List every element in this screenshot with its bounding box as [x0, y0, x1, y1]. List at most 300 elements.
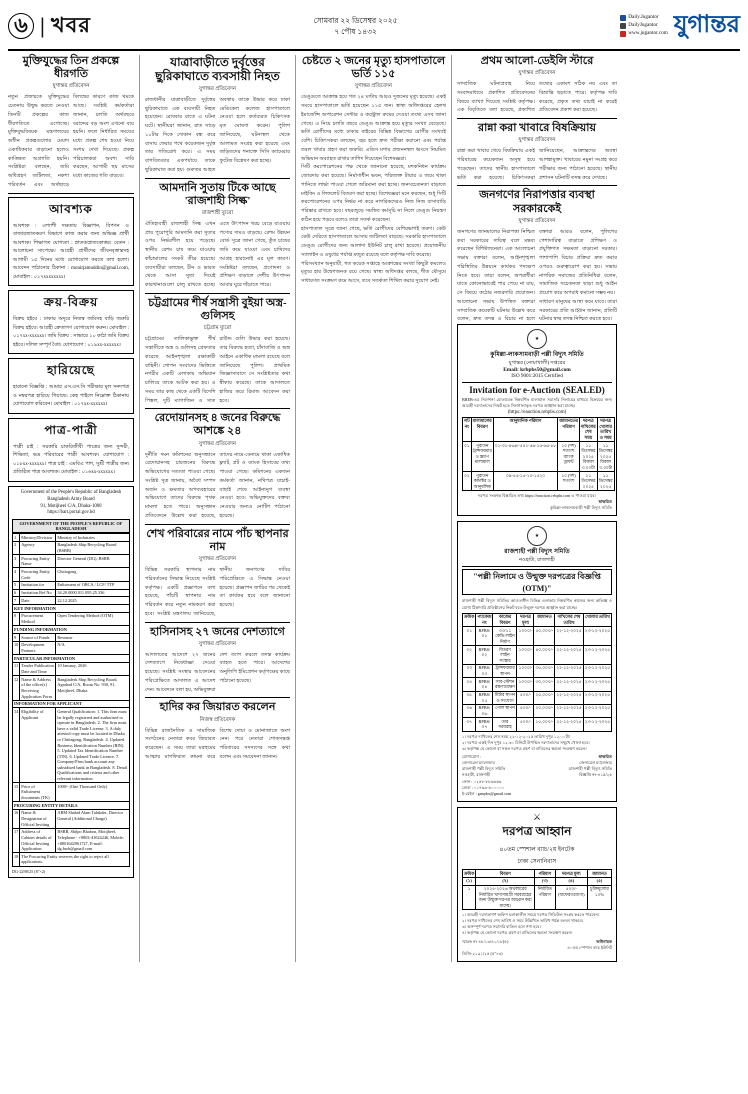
cell-security: ২০,০০০/-	[534, 704, 555, 717]
cell-serial: ১	[463, 885, 476, 910]
article-body-dengue-2: সিটি করপোরেশনের পক্ষ থেকে জানানো হয়েছে, মশকনিধন কার্যক্রম জোরদার করা হয়েছে। নির্মাণাধীন ভবন, পরিত্যক্ত টায়ার ও জমে থাকা পানিতে লার্ভা পাওয়া গেলে জরিমানা করা হচ্ছে। জনসচেতনতা বাড়াতে মাইকিং ও লিফলেট বিতরণ করা হচ্ছে। বিশেষজ্ঞরা মনে করছেন, শুধু সিটি করপোরেশনের ওপর নির্ভর না করে নাগরিকদেরও নিজ নিজ বাসাবাড়ি পরিষ্কার রাখতে হবে। বছরজুড়ে সমন্বিত কর্মসূচি না নিলে ডেঙ্গু নিয়ন্ত্রণ কঠিন হয়ে পড়বে বলেও তারা সতর্ক করেছেন।	[301, 164, 446, 223]
table-row	[463, 718, 612, 731]
army-tender-advertisement	[457, 807, 617, 962]
table-row	[13, 828, 130, 853]
cell-section: PROCURING ENTITY DETAILS	[13, 802, 130, 810]
ad-body-kroy-bikroy: বিক্রয় হইবে : ঢাকার অদূরে নিজস্ব জমিসহ বাড়ি জরুরি বিক্রয় হইবে। আগ্রহী ক্রেতাগণ যোগাযোগ করুন। মোবাইল : ০১৭xx-xxxxxx। জমি বিক্রয় : সাভারে ১০ কাঠা জমি বিক্রয় হইবে। দলিল সম্পূর্ণ বৈধ। যোগাযোগ : ০১৯xx-xxxxxx।	[13, 317, 129, 348]
column-divider	[295, 55, 296, 962]
cell-deadline: ১১ ডিসেম্বর ২০২৫	[581, 472, 596, 489]
article-body-dengue-1: ডেঙ্গুতে আক্রান্ত হয়ে গত ২৪ ঘণ্টায় আরও দুজনের মৃত্যু হয়েছে। একই সময়ে হাসপাতালে ভর্তি হয়েছেন ১১৫ জন। স্বাস্থ্য অধিদপ্তরের হেলথ ইমার্জেন্সি অপারেশন সেন্টার ও কন্ট্রোল রুমের দেওয়া তথ্যে এসব জানা গেছে। এ নিয়ে চলতি বছরে ডেঙ্গু আক্রান্ত হয়ে মৃত্যুর সংখ্যা বেড়েছে। ভর্তি রোগীদের মধ্যে ঢাকার বাইরের বিভিন্ন বিভাগের রোগীর সংখ্যাই বেশি। চিকিৎসকরা বলছেন, জ্বর হলে দ্রুত পরীক্ষা করানো এবং পর্যাপ্ত তরল খাবার গ্রহণ করা জরুরি। এডিস মশার প্রজননস্থল ধ্বংসে নিয়মিত অভিযান অব্যাহত রাখার তাগিদ দিয়েছেন বিশেষজ্ঞরা।	[301, 94, 446, 162]
col-header-description: বিবরণ	[476, 869, 535, 877]
article-body-hadi: বিভিন্ন রাজনৈতিক ও সামাজিক সংগঠনের নেতারা কবর জিয়ারত করেছেন। এ সময় তারা মরহুমের আত্মার মাগফিরাত কামনা করে বিশেষ দোয়া ও মোনাজাতে অংশ নেন। পরে নেতারা শোকসন্তপ্ত পরিবারের সদস্যদের সঙ্গে কথা বলেন এবং সমবেদনা জানান।	[145, 727, 290, 760]
cell-description: ২০২৫-২০২৬ অর্থবছরের নির্ধারিত খাদ্যসামগ্রী সরবরাহের জন্য উন্মুক্ত দরপত্র আহ্বান করা যাচ্ছে।	[476, 885, 535, 910]
article-headline-hasina: হাসিনাসহ ২৭ জনের দেশত্যাগে	[150, 625, 285, 638]
cell-serial: ০৩	[463, 664, 476, 677]
article-headline-food-poisoning: রান্না করা খাবারে বিষক্রিয়ায়	[478, 122, 596, 135]
social-label-website: www.jugantor.com	[628, 29, 668, 36]
cell-label: Source of Funds	[20, 634, 56, 642]
col-subheader-4: (৪)	[555, 877, 587, 885]
cell-label: Invitation Ref No	[20, 589, 56, 597]
article-byline-dengue: যুগান্তর প্রতিবেদন	[354, 83, 393, 90]
table-header-row	[463, 869, 612, 877]
ad-title-hariyeche: হারিয়েছে	[47, 363, 95, 378]
article-byline-public-safety: যুগান্তর প্রতিবেদন	[518, 217, 556, 224]
cell-no: 12	[13, 676, 20, 701]
col-subheader-2: (২)	[476, 877, 535, 885]
date-line-1: সোমবার ২২ ডিসেম্বর ২০২৫	[313, 16, 398, 26]
gov-table-title: GOVERNMENT OF THE PEOPLE'S REPUBLIC OF BANGLADESH	[12, 519, 130, 533]
article-byline-food-poisoning: যুগান্তর প্রতিবেদন	[518, 137, 556, 144]
cell-quantity: ০৯-৫৫-১৫-১০-১৫২০	[493, 472, 557, 491]
gov-line-2: Bangladesh Army Board	[47, 496, 95, 502]
social-links	[620, 14, 667, 37]
cell-no: 2	[13, 541, 20, 554]
col-header-package: প্যাকেজ নং	[477, 614, 492, 625]
otm-sign-3: রাজশাহী পল্লী বিদ্যুৎ সমিতি	[568, 766, 612, 772]
table-row	[13, 541, 130, 554]
eauction-advertisement	[457, 324, 617, 516]
table-section-header	[13, 626, 130, 634]
article-headline-hadi: হাদির কর জিয়ারত করলেন	[159, 701, 276, 714]
col-header-quantity: পরিমাণ	[535, 869, 555, 877]
article-body-silk: ঐতিহ্যবাহী রাজশাহী সিল্ক এখন প্রায় পুরোপুরি আমদানি করা সুতার ওপর নির্ভরশীল হয়ে পড়েছে। স্থানীয় রেশম চাষ কমে যাওয়ায় কাঁচামালের সংকট তীব্র হয়েছে। ব্যবসায়ীরা বলছেন, চীন ও ভারত থেকে আসা সুতা দিয়েই কারখানাগুলো চালু রাখতে হচ্ছে। এতে উৎপাদন খরচ বেড়ে যাওয়ায় পণ্যের দামও বাড়ছে। রেশম উন্নয়ন বোর্ড সূত্রে জানা গেছে, তুঁত চাষের জমি কমে যাওয়া এবং চাষিদের আগ্রহ হারানোই এর মূল কারণ। সংশ্লিষ্টরা বলছেন, প্রণোদনা ও প্রশিক্ষণ বাড়ালে দেশীয় উৎপাদন আবার ঘুরে দাঁড়াতে পারে।	[145, 220, 290, 289]
classified-ad-patro-patri	[8, 418, 134, 482]
cell-submission: ২২-১২-২০২৫	[555, 691, 584, 704]
cell-deadline: ১১ ডিসেম্বর ২০২৫ বিকাল ৩.০০টা	[581, 442, 596, 470]
eauction-title: Invitation for e-Auction (SEALED)	[469, 385, 605, 396]
eauction-note: দরপত্র সংক্রান্ত বিস্তারিত তথ্য https://eauction.rebpbs.com এ পাওয়া যাবে।	[477, 493, 597, 499]
cell-label: Eligibility of Applicant	[20, 708, 56, 783]
cell-price: ১০০০/-	[517, 678, 534, 691]
cell-value: 34.20.0000.011.095.25.336	[56, 589, 130, 597]
army-condition-4: ৪। কর্তৃপক্ষ যে কোনো দরপত্র গ্রহণ বা বাতিলের ক্ষমতা সংরক্ষণ করেন।	[462, 930, 573, 936]
col-header-quantity: আনুমানিক পরিমাণ	[493, 417, 557, 442]
cell-opening: ২৩-১২-২০২৫	[583, 627, 611, 646]
cell-price: ৫০০/- (অফেরতযোগ্য)	[555, 885, 587, 910]
table-row	[13, 581, 130, 589]
c1-lead-headline: মুক্তিযুদ্ধের তিন প্রকল্পে ধীরগতি	[22, 55, 120, 81]
cell-label: Price of Enlistment documents (TK)	[20, 783, 56, 802]
social-label-twitter: DailyJugantor	[628, 22, 658, 29]
cell-price: ১০০০/-	[517, 664, 534, 677]
article-headline-dengue: চেষ্টতে ২ জনের মৃত্যু হাসপাতালে ভর্তি ১১৫	[301, 55, 446, 81]
cell-value: BSRB, Shilpo Bhabon, Motijheel, Telephone : +8802-41024246, Mobile: +8801642961727, E-mail: dg.bsrb@gmail.com	[56, 828, 130, 853]
cell-no: 11	[13, 662, 20, 675]
cell-work: তার সরবরাহ	[493, 718, 517, 731]
cell-description: পুরাতন ট্রান্সফরমার ও স্ক্র্যাপ মালামাল	[471, 442, 493, 472]
masthead-separator: |	[40, 13, 45, 38]
cell-package: RPBS/০২	[476, 645, 493, 664]
cell-no: 16	[13, 809, 20, 828]
cell-label: Invitation for	[20, 581, 56, 589]
otm-signature-block	[569, 754, 612, 797]
cell-value: 10 January, 2026	[56, 662, 130, 675]
cell-value: General Qualification: 1. This firm must be legally registered and authorised to operate in Bangladesh. 2. The firm must have a valid Trade License. 3. A duly attested copy must be located in Dhaka or Chittagong, Bangladesh. 4. Updated Business Identification Number (BIN). 5. Updated Tax Identification Number (TIN). 6. Updated Trade Licence. 7. Company/Firm bank account any subsidised bank in Bangladesh. 8. Detail Qualifications and criteria and other relevant information.	[56, 708, 130, 783]
cell-submission: ২২-১২-২০২৫	[555, 645, 584, 664]
org-seal-icon: ★	[527, 526, 547, 546]
cell-no: 5	[13, 581, 20, 589]
cell-security: ১৫,০০০/-	[534, 718, 555, 731]
cell-security: ২৫,০০০/-	[534, 691, 555, 704]
otm-contact-4: ফোন : ০২৫৮-৮৮৬৬৬৬	[462, 778, 502, 784]
cell-work: বিতরণ লাইন সংস্কার	[493, 645, 517, 664]
cell-submission: ২২-১২-২০২৫	[555, 627, 584, 646]
eauction-signature-2: কুমিল্লা-লাকসামবাড়ী পল্লী বিদ্যুৎ সমিতি	[550, 505, 612, 511]
ad-body-patro-patri: পাত্রী চাই : সরকারি চাকরিজীবী পাত্রের জন্য সুন্দরী, শিক্ষিতা, ভদ্র পরিবারের পাত্রী আবশ্যক। যোগাযোগ : ০১৮xx-xxxxxx। পাত্র চাই : এমবিএ পাশ, সুশ্রী পাত্রীর জন্য প্রতিষ্ঠিত পাত্র আবশ্যক। মোবাইল : ০১৬xx-xxxxxx।	[13, 444, 129, 476]
article-headline-silk: আমদানি সুতায় টিকে আছে 'রাজশাহী সিল্ক'	[159, 181, 276, 207]
cell-package: RPBS/০৩	[476, 664, 493, 677]
otm-header	[462, 526, 612, 567]
cell-package: RPBS/০৬	[476, 704, 493, 717]
cell-value: Ministry of Industries	[56, 534, 130, 542]
otm-table	[462, 613, 612, 732]
social-label-facebook: Daily.Jugantor	[628, 14, 659, 21]
table-row	[13, 676, 130, 701]
otm-condition-2: ২। দরপত্র একই দিন দুপুর ১২.৩০ মিনিটে উপস্থিত দরদাতাদের সম্মুখে খোলা হবে।	[462, 739, 590, 745]
table-section-header	[13, 605, 130, 613]
otm-contact-0: যোগাযোগ :	[462, 754, 482, 759]
cell-submission: ২২-১২-২০২৫	[555, 718, 584, 731]
ad-title-abashyak: আবশ্যক	[49, 201, 93, 216]
cell-value: Open Tendering Method (OTM)	[56, 612, 130, 625]
table-row	[463, 664, 612, 677]
cell-opening: ২৩-১২-২০২৫	[583, 664, 611, 677]
otm-org-line-2: নওহাটা, রাজশাহী	[519, 557, 555, 564]
cell-security: ৩৫,০০০/-	[534, 664, 555, 677]
otm-title: "পল্লী নিলামে ও উন্মুক্ত দরপত্রের বিজ্ঞপ্তি (OTM)"	[462, 569, 612, 595]
column-1	[8, 55, 134, 962]
cell-label: Agency	[20, 541, 56, 554]
article-byline-hasina: যুগান্তর প্রতিবেদন	[198, 640, 237, 647]
date-line-2: ৭ পৌষ ১৪৩২	[334, 27, 377, 36]
gov-line-4: https://bart.portal.gov.bd	[47, 510, 95, 516]
cell-opening: ১১ ডিসেম্বর ২০২৫ বিকাল ৩.৩০টা	[598, 442, 613, 470]
army-signature-block	[567, 939, 612, 951]
cell-work: মিটার স্থাপন ও সংযোগ	[494, 692, 516, 703]
org-seal-icon: ★	[527, 329, 547, 349]
table-row	[13, 634, 130, 642]
table-row	[13, 555, 130, 568]
cell-value: Enlistment of OBCA / LCF/ TTP	[56, 581, 130, 589]
army-tender-title: দরপত্র আহ্বান	[502, 823, 572, 838]
otm-condition-3: ৩। কর্তৃপক্ষ যে কোনো বা সকল দরপত্র গ্রহণ বা বাতিলের ক্ষমতা সংরক্ষণ করেন।	[462, 745, 587, 751]
col-header-opening: দরপত্র খোলার তারিখ ও সময়	[597, 417, 614, 442]
col-subheader-5: (৫)	[587, 877, 611, 885]
article-headline-sheikh-family: শেখ পরিবারের নামে পাঁচ স্থাপনার নাম	[146, 527, 289, 553]
cell-work: সাব-স্টেশন রক্ষণাবেক্ষণ	[493, 678, 517, 691]
article-body-dengue-4: পরিসংখ্যান অনুযায়ী, গত কয়েক সপ্তাহে আক্রান্তের সংখ্যা কিছুটা কমলেও মৃত্যুর হার উদ্বেগজনক রয়ে গেছে। স্বাস্থ্য অধিদপ্তর বলছে, শীত মৌসুমে সাধারণত সংক্রমণ কমে আসে, তবে সতর্কতা শিথিল করার সুযোগ নেই।	[301, 260, 446, 285]
army-condition-1: ১। আগ্রহী দরদাতাগণ অফিস চলাকালীন সময়ে দরপত্র সিডিউল সংগ্রহ করতে পারবেন।	[462, 912, 600, 918]
cell-security: ৩০,০০০/-	[534, 678, 555, 691]
table-row	[13, 612, 130, 625]
cell-section: FUNDING INFORMATION	[13, 626, 130, 634]
article-body-food-poisoning: রান্না করা খাবার খেয়ে বিষক্রিয়ায় একই পরিবারের কয়েকজন অসুস্থ হয়ে পড়েছেন। তাদের স্থানীয় হাসপাতালে ভর্তি করা হয়েছে। চিকিৎসকরা জানিয়েছেন, আক্রান্তদের অবস্থা আশঙ্কামুক্ত। খাবারের নমুনা সংগ্রহ করে পরীক্ষার জন্য পাঠানো হয়েছে। স্থানীয় প্রশাসন ঘটনাটি তদন্ত করে দেখছে।	[457, 148, 617, 181]
column-3	[301, 55, 446, 962]
cell-opening: ২৩-১২-২০২৫	[583, 678, 611, 691]
cell-security: ৪০,০০০/-	[534, 645, 555, 664]
table-row	[13, 853, 130, 866]
otm-advertisement	[457, 521, 617, 802]
cell-value: Bangladesh Ship Recycling Board (BSRB)	[56, 541, 130, 554]
eauction-email: Email: krbpbs50@gmail.com	[503, 366, 571, 373]
article-body-public-safety-2: আলোচনা সভায় উপস্থিত বক্তারা সাম্প্রতিক কয়েকটি ঘটনার উল্লেখ করে বলেন, দ্রুত তদন্ত ও বিচার না হলে সাধারণ মানুষের আস্থা কমে যাবে। তারা সরকারের প্রতি আহ্বান জানান, প্রতিটি ঘটনার স্বচ্ছ তদন্ত নিশ্চিত করতে হবে।	[457, 298, 617, 323]
gov-notice-footer: DG-2298/25 (8"×2)	[12, 868, 46, 874]
cell-no: 15	[13, 783, 20, 802]
cell-package: RPBS/০৫	[476, 691, 493, 704]
article-body-prothomalo: সাম্প্রতিক ঘটনাপ্রবাহ নিয়ে সংবাদমাধ্যমে প্রকাশিত প্রতিবেদনের বিষয়ে ব্যাখ্যা দিয়েছে সংশ্লিষ্ট কর্তৃপক্ষ। এক বিবৃতিতে বলা হয়েছে, প্রকাশিত তথ্যের একাংশ সঠিক নয় এবং তা বিভ্রান্তি ছড়াতে পারে। কর্তৃপক্ষ দাবি করেছে, প্রকৃত তথ্য যাচাই না করেই প্রতিবেদন প্রকাশ করা হয়েছে।	[457, 81, 617, 114]
cell-work: পোল স্থাপন	[493, 704, 517, 717]
otm-subtext: রাজশাহী পল্লী বিদ্যুৎ সমিতির আওতাধীন বিভিন্ন এলাকায় নিম্নবর্ণিত কাজের জন্য অভিজ্ঞ ও যোগ্য ঠিকাদারি প্রতিষ্ঠানের নিকট হতে উন্মুক্ত দরপত্র আহ্বান করা যাচ্ছে।	[462, 598, 612, 610]
c1-lead-body: নতুন প্রজন্মকে মুক্তিযুদ্ধের চেতনায় উদ্বুদ্ধ করতে নেওয়া তিনটি প্রকল্পের কাজ ধীরগতিতে এগোচ্ছে। মুক্তিযুদ্ধবিষয়ক মন্ত্রণালয়ের অধীন প্রকল্পগুলোর মেয়াদ একাধিকবার বাড়ানো হলেও কাঙ্ক্ষিত অগ্রগতি হয়নি। সংশ্লিষ্টরা বলছেন, জমি অধিগ্রহণ জটিলতা, নকশা পরিবর্তন এবং অর্থছাড়ে বিলম্বের কারণে কাজ থমকে আছে। সংশ্লিষ্ট কর্মকর্তারা জানান, চলতি অর্থবছরে বরাদ্দের বড় অংশ এখনো ব্যয় হয়নি। ফলে নির্ধারিত সময়ের মধ্যে প্রকল্প শেষ হওয়া নিয়ে সংশয় দেখা দিয়েছে। প্রকল্প পরিচালকরা অবশ্য দাবি করছেন, আগামী ছয় মাসের মধ্যে কাজের গতি বাড়বে।	[8, 94, 134, 188]
table-header-row	[463, 613, 612, 626]
cell-value: 1000/- (One Thousand Only)	[56, 783, 130, 802]
cell-lot: ০২	[463, 472, 472, 491]
cell-work: ট্রান্সফরমার স্থাপন	[493, 664, 517, 677]
cell-value: Director General (DG), BSRB	[56, 555, 130, 568]
article-headline-prothomalo: প্রথম আলো-ডেইলি স্টারে	[480, 55, 594, 67]
cell-serial: ০৪	[463, 678, 476, 691]
table-header-row	[463, 417, 615, 442]
cell-package: RPBS/০৪	[476, 678, 493, 691]
masthead-left	[8, 9, 91, 44]
article-byline-chattogram: চট্টগ্রাম ব্যুরো	[203, 325, 232, 332]
cell-work: ৩৩/১১ কেভি লাইন নির্মাণ	[493, 627, 517, 646]
cell-opening: ২৩-১২-২০২৫	[583, 704, 611, 717]
cell-no: 17	[13, 828, 20, 853]
army-sign-2: ৪০তম স্পেশাল ব্যাচ ইউনিট	[567, 944, 612, 950]
cell-submission: ২২-১২-২০২৫	[555, 664, 584, 677]
table-row	[13, 809, 130, 828]
article-body-sheikh-family: বিভিন্ন সরকারি স্থাপনার নাম পরিবর্তনের সিদ্ধান্ত নিয়েছে সংশ্লিষ্ট কর্তৃপক্ষ। একটি প্রজ্ঞাপনে বলা হয়েছে, পাঁচটি স্থাপনার নাম পরিবর্তন করে নতুন নামকরণ করা হবে। সংশ্লিষ্ট মন্ত্রণালয় জানিয়েছে, স্থানীয় জনগণের দাবির পরিপ্রেক্ষিতে এ সিদ্ধান্ত নেওয়া হয়েছে। প্রজ্ঞাপন জারির পর থেকেই তা কার্যকর হবে বলে জানানো হয়েছে।	[145, 567, 290, 617]
masthead-date	[91, 14, 620, 38]
column-divider	[139, 55, 140, 962]
col-header-work: কাজের বিবরণ	[493, 613, 517, 626]
eauction-org-line-2: যুগান্তর (নোয়াখালী) দপ্তরের	[508, 359, 566, 366]
cell-value: The Procuring Entity reserves the right to reject all applications.	[20, 853, 130, 866]
table-row	[13, 568, 130, 581]
article-headline-jatrabari: যাত্রাবাড়ীতে দুর্বৃত্তের ছুরিকাঘাতে ব্যবসায়ী নিহত	[155, 55, 280, 84]
article-headline-public-safety: জনগণের নিরাপত্তার ব্যবস্থা সরকারকেই	[479, 189, 595, 215]
army-condition-3: ৩। অসম্পূর্ণ দরপত্র সরাসরি বাতিল বলে গণ্য হবে।	[462, 924, 541, 930]
masthead	[8, 6, 740, 51]
otm-contact-block	[462, 754, 511, 797]
table-row	[463, 472, 615, 491]
ad-body-abashyak: আবশ্যক : এশ্যাশী দক্ষতায় বিজ্ঞাপন, বিপণন ও বাজারজাতকরণ বিভাগে কাজ করার জন্য অভিজ্ঞ প্রার্থী আবশ্যক। শিক্ষাগত যোগ্যতা : স্নাতক/স্নাতকোত্তর। বেতন : আলোচনা সাপেক্ষে। আগ্রহী প্রার্থীদের জীবনবৃত্তান্তসহ আগামী ১৫ দিনের মধ্যে যোগাযোগ করতে বলা হলো। আবেদন পাঠানোর ঠিকানা : monirjamuddin@gmail.com, মোবাইল : ০১৭xxxxxxxx।	[13, 223, 129, 280]
eauction-signature-1: স্বাক্ষরিত	[598, 499, 612, 505]
cell-price: ৫০০/-	[517, 704, 534, 717]
cell-label: Procurement Method	[20, 612, 56, 625]
cell-security: চুক্তিমূল্যের ১০%	[587, 885, 611, 910]
otm-sign-2: জেনারেল ম্যানেজার	[579, 760, 612, 766]
cell-label: Development Partners	[20, 641, 56, 654]
ad-title-kroy-bikroy: ক্রয়-বিক্রয়	[43, 295, 99, 310]
otm-ref: বিজ্ঞপ্তি নং-৪১৫/২৫	[579, 772, 612, 778]
cell-serial: ০৭	[463, 718, 476, 731]
government-tender-notice	[8, 486, 134, 878]
article-body-chattogram: চট্টগ্রামের তালিকাভুক্ত শীর্ষ সন্ত্রাসীকে অস্ত্র ও গুলিসহ গ্রেফতার করেছে আইনশৃঙ্খলা রক্ষাকারী বাহিনী। গোপন সংবাদের ভিত্তিতে নগরীর একটি এলাকায় অভিযান চালিয়ে তাকে আটক করা হয়। এ সময় তার কাছ থেকে একটি বিদেশি পিস্তল, দুটি ম্যাগাজিন ও সাত রাউন্ড গুলি উদ্ধার করা হয়েছে। তার বিরুদ্ধে হত্যা, চাঁদাবাজি ও অস্ত্র আইনে একাধিক মামলা রয়েছে বলে জানিয়েছে পুলিশ। প্রাথমিক জিজ্ঞাসাবাদে সে সংশ্লিষ্টতার কথা স্বীকার করেছে। তাকে আদালতে হাজির করে রিমান্ড আবেদন করা হবে।	[145, 336, 290, 404]
table-row	[13, 662, 130, 675]
classified-ad-abashyak	[8, 197, 134, 287]
gov-main-table	[12, 533, 130, 867]
cell-quantity: নির্ধারিত পরিমাণ	[535, 885, 555, 910]
cell-no: 10	[13, 641, 20, 654]
cell-label: Date	[20, 597, 56, 605]
cell-no: 1	[13, 534, 20, 542]
crossed-swords-icon: ⚔	[532, 811, 542, 822]
otm-org-line-1: রাজশাহী পল্লী বিদ্যুৎ সমিতি	[504, 548, 570, 556]
col-header-price: দরপত্র মূল্য	[517, 613, 534, 626]
cell-security: ৫০,০০০/-	[534, 627, 555, 646]
cell-label: Name & Designation of Official Inviting	[20, 809, 56, 828]
cell-no: 9	[13, 634, 20, 642]
column-2	[145, 55, 290, 962]
gov-line-3: 91, Motijheel C/A, Dhaka-1000	[40, 503, 102, 509]
army-condition-2: ২। দরপত্র দাখিলের শেষ তারিখ ও সময় উল্লিখিত তারিখ পর্যন্ত বলবৎ থাকবে।	[462, 918, 584, 924]
army-tender-line-2: ঢাকা সেনানিবাস	[517, 858, 557, 865]
article-byline-redwan: যুগান্তর প্রতিবেদন	[198, 440, 237, 447]
cell-value: ABM Shahid Alam Talukder, Director General (Additional Charge)	[56, 809, 130, 828]
table-row	[13, 589, 130, 597]
cell-no: 8	[13, 612, 20, 625]
table-row	[13, 783, 130, 802]
cell-label: Tender Publication Date and Time	[20, 662, 56, 675]
table-section-header	[13, 802, 130, 810]
article-byline-hadi: নিজস্ব প্রতিবেদক	[199, 716, 236, 723]
col-header-submission: দাখিলের শেষ তারিখ	[555, 613, 584, 626]
army-sign-1: অধিনায়ক	[596, 938, 612, 944]
col-header-description: মালামালের বিবরণ	[471, 417, 493, 442]
col-header-lot: লট নং	[463, 417, 472, 442]
table-row	[463, 885, 612, 910]
cell-deposit: ১০ (দশ) শতাংশ	[558, 472, 580, 491]
cell-serial: ০৬	[463, 704, 476, 717]
cell-price: ৫০০/-	[517, 718, 534, 731]
cell-value: Revenue	[56, 634, 130, 642]
cell-section: PARTICULAR INFORMATION	[13, 655, 130, 663]
table-row	[13, 708, 130, 783]
cell-opening: ২৩-১২-২০২৫	[583, 691, 611, 704]
eauction-iso: ISO 9001:2015 Certified	[511, 372, 563, 379]
col-header-security: জামানত	[534, 613, 555, 626]
table-row	[13, 641, 130, 654]
page-number: ৬	[8, 13, 34, 39]
eauction-org-line-1: কুমিল্লা-লাকসামবাড়ী পল্লী বিদ্যুৎ সমিতি	[490, 351, 584, 358]
cell-serial: ০১	[463, 627, 476, 646]
article-byline-jatrabari: যুগান্তর প্রতিবেদন	[198, 85, 237, 92]
otm-contact-1: জেনারেল ম্যানেজার	[462, 760, 495, 766]
article-byline-prothomalo: যুগান্তর প্রতিবেদন	[518, 70, 556, 77]
table-row	[463, 627, 612, 646]
cell-price: ১০০০/-	[517, 645, 534, 664]
col-header-opening: খোলার তারিখ	[583, 613, 611, 626]
cell-value: Chittagong	[56, 568, 130, 581]
masthead-right	[620, 6, 740, 46]
cell-label: Ministry/Division	[20, 534, 56, 542]
otm-contact-6: ই-মেইল : gmrpbs@gmail.com	[462, 790, 512, 796]
cell-serial: ০৫	[463, 691, 476, 704]
eauction-url[interactable]: (https://eauction.rebpbs.com)	[507, 409, 567, 415]
col-header-deposit: জামানতের পরিমাণ	[558, 417, 580, 442]
column-4	[457, 55, 617, 962]
col-header-serial: ক্রমিক	[463, 613, 476, 626]
article-body-hasina: আদালতের আদেশে ২৭ জনের দেশত্যাগে নিষেধাজ্ঞা দেওয়া হয়েছে। সংশ্লিষ্ট সংস্থার আবেদনের পরিপ্রেক্ষিতে আদালত এ আদেশ দেন। আবেদনে বলা হয়, অভিযুক্তরা দেশ ত্যাগ করলে তদন্ত কার্যক্রম ব্যাহত হতে পারে। আদেশের অনুলিপি ইমিগ্রেশন কর্তৃপক্ষের কাছে পাঠানো হয়েছে।	[145, 651, 290, 693]
column-divider	[451, 55, 452, 962]
otm-sign-1: স্বাক্ষরিত	[598, 754, 612, 759]
eauction-header	[462, 329, 612, 383]
col-subheader-1: (১)	[463, 877, 476, 885]
cell-opening: ২৩-১২-২০২৫	[583, 645, 611, 664]
cell-package: RPBS/০১	[476, 627, 493, 646]
cell-description: পুরাতন কন্ডাক্টর ও আনুষঙ্গিক	[471, 472, 493, 491]
cell-package: RPBS/০৭	[476, 718, 493, 731]
army-tender-table	[462, 869, 612, 910]
cell-no: 3	[13, 555, 20, 568]
col-header-serial: ক্রমিক	[464, 870, 475, 876]
otm-contact-5: মোবা : ০১৭৬৯-৪০০০০০	[462, 784, 505, 790]
cell-label: Procuring Entity Code	[20, 568, 56, 581]
table-row	[463, 691, 612, 704]
cell-serial: ০২	[463, 645, 476, 664]
ad-body-hariyeche: হারানো বিজ্ঞপ্তি : আমার এস.এস.সি পরীক্ষার মূল সনদপত্র ও নম্বরপত্র হারিয়ে গিয়াছে। কেহ পাইলে নিম্নোক্ত ঠিকানায় যোগাযোগ করিবেন। মোবাইল : ০১৭xx-xxxxxx।	[13, 385, 129, 408]
eauction-subtext: BREB-এর নির্দেশনা মোতাবেক নিম্নবর্ণিত মালামাল সরাসরি নিলামের মাধ্যমে বিক্রয়ের জন্য আগ্রহী দরদাতাদের নিকট হতে সিলগালাকৃত দরপত্র আহ্বান করা যাচ্ছে।	[462, 397, 612, 409]
table-row	[13, 597, 130, 605]
table-row	[463, 442, 615, 472]
cell-no: 18	[13, 853, 20, 866]
table-row	[463, 704, 612, 717]
col-header-security: জামানত	[587, 869, 611, 877]
army-tender-ref: ডিজি-২১৯১/২৫ (৫"×৩)	[462, 950, 503, 956]
classified-ad-hariyeche	[8, 358, 134, 414]
cell-price: ৫০০/-	[517, 691, 534, 704]
article-headline-chattogram: চট্টগ্রামের শীর্ষ সন্ত্রাসী বুইয়া অস্ত্র-গুলিসহ	[148, 296, 287, 323]
article-body-public-safety-1: জনগণের জানমালের নিরাপত্তা নিশ্চিত করা সরকারের দায়িত্ব বলে মন্তব্য করেছেন বিশিষ্টজনেরা। এক আলোচনা সভায় বক্তারা বলেন, আইনশৃঙ্খলা পরিস্থিতির উন্নয়নে কার্যকর পদক্ষেপ নিতে হবে। তারা বলেন, অপরাধীরা যাতে কোনোভাবেই পার পেয়ে না যায়, সে বিষয়ে কঠোর নজরদারি প্রয়োজন। বক্তারা আরও বলেন, পুলিশের পেশাদারিত্ব বাড়াতে প্রশিক্ষণ ও প্রযুক্তিগত সক্ষমতা বাড়ানো দরকার। পাশাপাশি বিচার প্রক্রিয়া দ্রুত করার ওপরও গুরুত্বারোপ করা হয়। সভায় নাগরিক সমাজের প্রতিনিধিরা বলেন, সামাজিক সচেতনতা ছাড়া শুধু আইন প্রয়োগ করে অপরাধ কমানো সম্ভব নয়।	[457, 228, 617, 296]
cell-value: 22.12.2025	[56, 597, 130, 605]
otm-contact-2: রাজশাহী পল্লী বিদ্যুৎ সমিতি	[462, 766, 506, 772]
cell-value: Bangladesh Ship Recycling Board, Agrabad C/A, Room No. 930, 91, Motijheel, Dhaka	[56, 676, 130, 701]
gov-line-1: Government of the People's Republic of Bangladesh	[20, 489, 122, 495]
cell-deposit: ১০ (দশ) শতাংশ ব্যাংক ড্রাফট	[558, 442, 580, 472]
cell-no: 6	[13, 589, 20, 597]
cell-label: Address of Cabinet details of Official Inviting Application	[20, 828, 56, 853]
c1-lead-byline: যুগান্তর প্রতিবেদন	[52, 83, 90, 90]
cell-section: KEY INFORMATION	[13, 605, 130, 613]
cell-section: INFORMATION FOR APPLICANT	[13, 700, 130, 708]
table-subheader-row	[463, 877, 612, 885]
army-memo-no: স্মারক নং ৪৮/১৩/৪১/১৮(৫)	[462, 938, 509, 944]
table-row	[13, 534, 130, 542]
newspaper-logo: যুগান্তর	[673, 12, 740, 38]
cell-no: 7	[13, 597, 20, 605]
twitter-icon	[620, 23, 626, 29]
article-body-redwan: দুর্নীতি দমন কমিশনের অনুসন্ধানে রেদোয়ানসহ চারজনের বিরুদ্ধে অভিযোগের সত্যতা পাওয়া গেছে। সংশ্লিষ্ট সূত্র জানায়, অবৈধ সম্পদ অর্জন ও ক্ষমতার অপব্যবহারের অভিযোগে তাদের বিরুদ্ধে পৃথক মামলা হতে পারে। অনুসন্ধান প্রতিবেদনে উল্লেখ করা হয়েছে, তাদের নামে-বেনামে থাকা একাধিক ফ্ল্যাট, প্লট ও ব্যাংক হিসাবের তথ্য পাওয়া গেছে। কমিশনের একজন কর্মকর্তা জানান, নথিপত্র যাচাই-বাছাই শেষে আইনানুগ ব্যবস্থা নেওয়া হবে। অভিযুক্তদের বক্তব্য নেওয়ার জন্যও নোটিশ পাঠানো হয়েছে।	[145, 451, 290, 519]
col-header-price: দরপত্র মূল্য	[555, 869, 587, 877]
article-headline-redwan: রেদোয়ানসহ ৪ জনের বিরুদ্ধে আশঙ্কে ২৪	[154, 412, 281, 438]
article-body-dengue-3: হাসপাতাল সূত্রে জানা গেছে, ভর্তি রোগীদের বেশিরভাগই তরুণ। কেউ কেউ দেরিতে হাসপাতালে আসায় জটিলতা বাড়ছে। সরকারি হাসপাতালে ডেঙ্গু রোগীদের জন্য আলাদা ইউনিট চালু রাখা হয়েছে। প্রয়োজনীয় স্যালাইন ও ওষুধের পর্যাপ্ত মজুত রয়েছে বলে কর্তৃপক্ষ দাবি করেছে।	[301, 225, 446, 258]
table-row	[463, 645, 612, 664]
globe-icon	[620, 31, 626, 37]
cell-submission: ২২-১২-২০২৫	[555, 678, 584, 691]
cell-opening: ১১ ডিসেম্বর ২০২৫	[598, 472, 613, 489]
cell-submission: ২২-১২-২০২৫	[555, 704, 584, 717]
facebook-icon	[620, 15, 626, 21]
ad-title-patro-patri: পাত্র-পাত্রী	[44, 422, 98, 437]
cell-label: Name & Address of the office(s) Receiving Application Form	[20, 676, 56, 701]
table-row	[463, 678, 612, 691]
cell-value: N/A	[56, 641, 130, 654]
otm-contact-3: নওহাটা, রাজশাহী	[462, 772, 491, 778]
cell-quantity: ০১-৩১-৪৬৪/-৫৫১-৫৬-১৫-৬৫-৮৮	[493, 442, 557, 472]
section-title: খবর	[50, 12, 91, 37]
